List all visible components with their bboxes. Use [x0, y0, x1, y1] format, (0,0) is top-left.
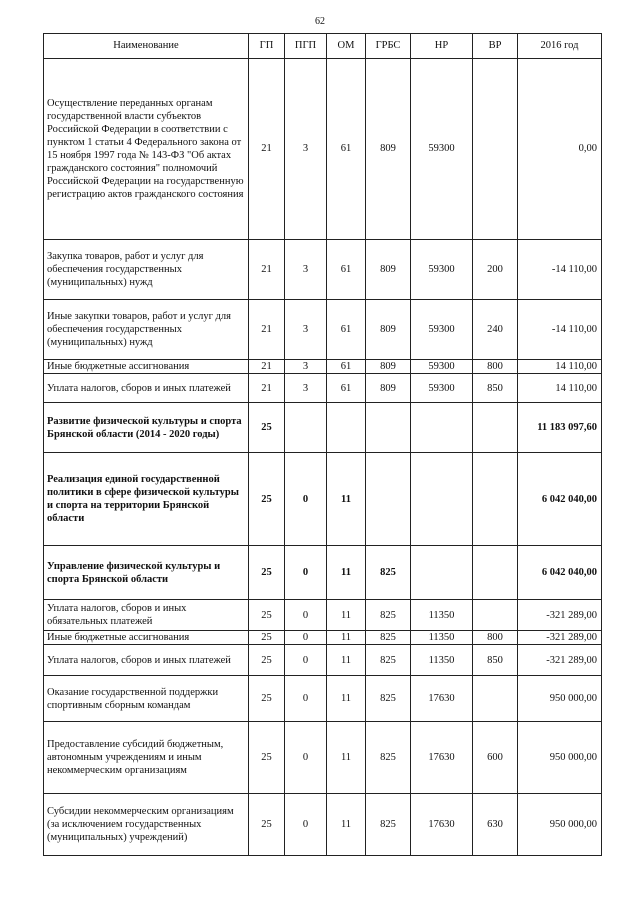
cell-grbs: 809 — [366, 240, 411, 300]
cell-gp: 21 — [249, 59, 285, 240]
header-nr: НР — [411, 34, 473, 59]
header-year: 2016 год — [518, 34, 602, 59]
cell-om: 11 — [327, 676, 366, 722]
cell-gp: 21 — [249, 300, 285, 360]
page-number: 62 — [315, 16, 325, 27]
cell-om: 11 — [327, 631, 366, 645]
cell-om: 11 — [327, 645, 366, 676]
cell-grbs: 825 — [366, 794, 411, 856]
cell-amount: 950 000,00 — [518, 794, 602, 856]
cell-gp: 25 — [249, 453, 285, 546]
cell-grbs: 825 — [366, 676, 411, 722]
cell-pgp: 3 — [285, 300, 327, 360]
cell-name: Иные бюджетные ассигнования — [44, 360, 249, 374]
table-row — [44, 59, 602, 240]
cell-amount: 950 000,00 — [518, 676, 602, 722]
cell-vr: 850 — [473, 374, 518, 403]
cell-amount: 11 183 097,60 — [518, 403, 602, 453]
cell-grbs: 809 — [366, 300, 411, 360]
cell-vr — [473, 403, 518, 453]
cell-gp: 25 — [249, 645, 285, 676]
cell-nr: 11350 — [411, 645, 473, 676]
cell-amount: -321 289,00 — [518, 645, 602, 676]
cell-vr: 240 — [473, 300, 518, 360]
cell-grbs: 809 — [366, 374, 411, 403]
cell-nr: 59300 — [411, 59, 473, 240]
cell-nr: 59300 — [411, 360, 473, 374]
cell-nr — [411, 453, 473, 546]
cell-gp: 21 — [249, 240, 285, 300]
cell-pgp — [285, 403, 327, 453]
cell-name: Иные бюджетные ассигнования — [44, 631, 249, 645]
cell-grbs — [366, 453, 411, 546]
table-row — [44, 645, 602, 676]
cell-name: Предоставление субсидий бюджетным, автономным учреждениям и иным некоммерческим организациям — [44, 722, 249, 794]
cell-vr: 630 — [473, 794, 518, 856]
cell-amount: 14 110,00 — [518, 360, 602, 374]
cell-grbs: 825 — [366, 645, 411, 676]
header-vr: ВР — [473, 34, 518, 59]
cell-vr: 600 — [473, 722, 518, 794]
cell-vr: 850 — [473, 645, 518, 676]
cell-nr: 17630 — [411, 794, 473, 856]
cell-gp: 25 — [249, 631, 285, 645]
cell-grbs: 825 — [366, 600, 411, 631]
cell-gp: 25 — [249, 546, 285, 600]
cell-om: 61 — [327, 59, 366, 240]
cell-name: Субсидии некоммерческим организациям (за исключением государственных (муниципальных) учреждений) — [44, 794, 249, 856]
cell-amount: 0,00 — [518, 59, 602, 240]
cell-pgp: 0 — [285, 722, 327, 794]
cell-pgp: 3 — [285, 59, 327, 240]
table-row — [44, 240, 602, 300]
cell-pgp: 3 — [285, 240, 327, 300]
cell-grbs: 825 — [366, 631, 411, 645]
cell-om: 61 — [327, 360, 366, 374]
cell-grbs: 825 — [366, 546, 411, 600]
cell-grbs: 825 — [366, 722, 411, 794]
cell-gp: 25 — [249, 600, 285, 631]
cell-om — [327, 403, 366, 453]
cell-amount: -14 110,00 — [518, 300, 602, 360]
cell-amount: 14 110,00 — [518, 374, 602, 403]
cell-pgp: 3 — [285, 374, 327, 403]
cell-name: Реализация единой государственной политики в сфере физической культуры и спорта на территории Брянской области — [44, 453, 249, 546]
cell-amount: -321 289,00 — [518, 631, 602, 645]
cell-name: Управление физической культуры и спорта Брянской области — [44, 546, 249, 600]
table-row — [44, 360, 602, 374]
budget-table — [43, 33, 602, 856]
cell-vr: 800 — [473, 631, 518, 645]
cell-nr: 17630 — [411, 722, 473, 794]
header-gp: ГП — [249, 34, 285, 59]
cell-om: 61 — [327, 374, 366, 403]
cell-name: Закупка товаров, работ и услуг для обеспечения государственных (муниципальных) нужд — [44, 240, 249, 300]
cell-nr: 59300 — [411, 374, 473, 403]
cell-gp: 25 — [249, 403, 285, 453]
header-name: Наименование — [44, 34, 249, 59]
cell-name: Уплата налогов, сборов и иных обязательных платежей — [44, 600, 249, 631]
cell-vr — [473, 600, 518, 631]
cell-amount: 950 000,00 — [518, 722, 602, 794]
cell-name: Оказание государственной поддержки спортивным сборным командам — [44, 676, 249, 722]
cell-vr: 200 — [473, 240, 518, 300]
cell-gp: 25 — [249, 676, 285, 722]
table-row — [44, 600, 602, 631]
cell-gp: 21 — [249, 360, 285, 374]
cell-amount: -14 110,00 — [518, 240, 602, 300]
cell-gp: 25 — [249, 722, 285, 794]
cell-om: 11 — [327, 600, 366, 631]
cell-name: Иные закупки товаров, работ и услуг для обеспечения государственных (муниципальных) нужд — [44, 300, 249, 360]
cell-grbs — [366, 403, 411, 453]
cell-gp: 25 — [249, 794, 285, 856]
cell-amount: 6 042 040,00 — [518, 546, 602, 600]
header-pgp: ПГП — [285, 34, 327, 59]
cell-om: 11 — [327, 794, 366, 856]
table-row — [44, 794, 602, 856]
table-row — [44, 374, 602, 403]
table-row — [44, 453, 602, 546]
cell-amount: 6 042 040,00 — [518, 453, 602, 546]
table-row — [44, 300, 602, 360]
cell-pgp: 0 — [285, 546, 327, 600]
cell-pgp: 0 — [285, 600, 327, 631]
cell-om: 61 — [327, 300, 366, 360]
cell-vr — [473, 546, 518, 600]
header-om: ОМ — [327, 34, 366, 59]
cell-nr — [411, 403, 473, 453]
cell-pgp: 0 — [285, 794, 327, 856]
table-row — [44, 403, 602, 453]
cell-grbs: 809 — [366, 360, 411, 374]
table-row — [44, 631, 602, 645]
cell-amount: -321 289,00 — [518, 600, 602, 631]
cell-gp: 21 — [249, 374, 285, 403]
cell-name: Осуществление переданных органам государственной власти субъектов Российской Федерации в соответствии с пунктом 1 статьи 4 Федерального закона от 15 ноября 1997 года № 143-ФЗ "Об актах гражданского состояния" полномочий Российской Федерации на государственную регистрацию актов гражданского состояния — [44, 59, 249, 240]
table-row — [44, 722, 602, 794]
cell-vr — [473, 453, 518, 546]
cell-pgp: 3 — [285, 360, 327, 374]
header-row — [44, 34, 602, 59]
cell-vr: 800 — [473, 360, 518, 374]
cell-pgp: 0 — [285, 453, 327, 546]
cell-nr: 59300 — [411, 300, 473, 360]
cell-nr: 17630 — [411, 676, 473, 722]
cell-nr: 11350 — [411, 600, 473, 631]
header-grbs: ГРБС — [366, 34, 411, 59]
cell-nr — [411, 546, 473, 600]
cell-om: 11 — [327, 722, 366, 794]
cell-pgp: 0 — [285, 645, 327, 676]
cell-name: Уплата налогов, сборов и иных платежей — [44, 374, 249, 403]
cell-om: 11 — [327, 546, 366, 600]
cell-om: 11 — [327, 453, 366, 546]
table-row — [44, 676, 602, 722]
cell-nr: 59300 — [411, 240, 473, 300]
cell-name: Уплата налогов, сборов и иных платежей — [44, 645, 249, 676]
cell-vr — [473, 59, 518, 240]
cell-name: Развитие физической культуры и спорта Брянской области (2014 - 2020 годы) — [44, 403, 249, 453]
cell-om: 61 — [327, 240, 366, 300]
cell-vr — [473, 676, 518, 722]
cell-nr: 11350 — [411, 631, 473, 645]
cell-pgp: 0 — [285, 631, 327, 645]
cell-pgp: 0 — [285, 676, 327, 722]
cell-grbs: 809 — [366, 59, 411, 240]
table-row — [44, 546, 602, 600]
